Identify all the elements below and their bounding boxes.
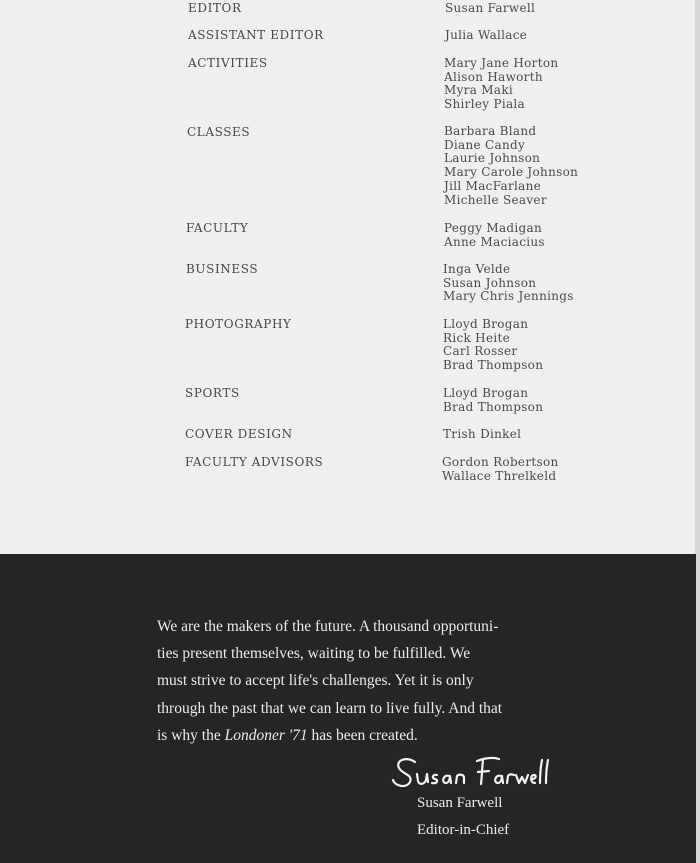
staff-names <box>444 222 545 249</box>
staff-name: Gordon Robertson <box>442 455 559 469</box>
staff-name: Diane Candy <box>444 137 526 152</box>
staff-name: Susan Farwell <box>445 1 536 15</box>
staff-role: CLASSES <box>187 125 251 139</box>
message-line: must strive to accept life's challenges. Yet it is only <box>157 672 474 690</box>
staff-role: EDITOR <box>188 1 242 15</box>
staff-name: Peggy Madigan <box>444 221 543 235</box>
message-line: ties present themselves, waiting to be fulfilled. We <box>157 645 471 663</box>
staff-role: FACULTY ADVISORS <box>185 455 324 469</box>
staff-name: Mary Jane Horton <box>444 56 559 70</box>
staff-role: COVER DESIGN <box>185 427 293 441</box>
staff-name: Brad Thompson <box>443 399 544 414</box>
staff-names <box>443 387 543 414</box>
staff-names <box>445 2 535 16</box>
staff-name: Jill MacFarlane <box>444 178 542 193</box>
staff-name: Trish Dinkel <box>443 427 522 441</box>
staff-names <box>444 57 558 112</box>
staff-name: Anne Maciacius <box>444 234 545 249</box>
staff-name: Mary Chris Jennings <box>443 289 574 304</box>
message-text: has been created. <box>307 726 418 744</box>
signer-title: Editor-in-Chief <box>417 822 510 838</box>
staff-names <box>443 428 521 442</box>
staff-role: SPORTS <box>185 386 240 400</box>
staff-role: BUSINESS <box>186 262 259 276</box>
staff-names <box>445 29 527 43</box>
staff-names <box>444 125 578 207</box>
staff-name: Lloyd Brogan <box>443 386 529 400</box>
staff-role: FACULTY <box>186 221 249 235</box>
message-line: through the past that we can learn to live fully. And that <box>157 699 503 717</box>
staff-name: Laurie Johnson <box>444 151 541 166</box>
staff-name: Wallace Threlkeld <box>442 468 557 483</box>
staff-role: ACTIVITIES <box>188 56 268 70</box>
staff-name: Myra Maki <box>444 83 514 98</box>
staff-name: Brad Thompson <box>443 358 544 373</box>
staff-name: Shirley Piala <box>444 97 526 112</box>
staff-names <box>442 456 559 483</box>
staff-name: Alison Haworth <box>444 69 543 84</box>
staff-name: Julia Wallace <box>445 28 528 42</box>
staff-name: Inga Velde <box>443 262 511 276</box>
staff-name: Rick Heite <box>443 330 511 345</box>
message-line: We are the makers of the future. A thousand opportuni- <box>157 618 499 635</box>
staff-name: Carl Rosser <box>443 344 518 359</box>
staff-name: Barbara Bland <box>444 124 537 138</box>
signer-name: Susan Farwell <box>417 795 503 811</box>
handwritten-signature <box>385 748 560 798</box>
yearbook-title: Londoner '71 <box>224 726 308 744</box>
staff-role: ASSISTANT EDITOR <box>188 28 324 42</box>
editor-message <box>157 617 587 753</box>
staff-name: Susan Johnson <box>443 275 537 290</box>
staff-names <box>443 318 543 373</box>
staff-name: Michelle Seaver <box>444 192 547 207</box>
staff-role: PHOTOGRAPHY <box>185 317 292 331</box>
staff-name: Lloyd Brogan <box>443 317 529 331</box>
staff-names <box>443 263 574 304</box>
message-text: is why the <box>157 726 225 744</box>
staff-name: Mary Carole Johnson <box>444 165 579 180</box>
